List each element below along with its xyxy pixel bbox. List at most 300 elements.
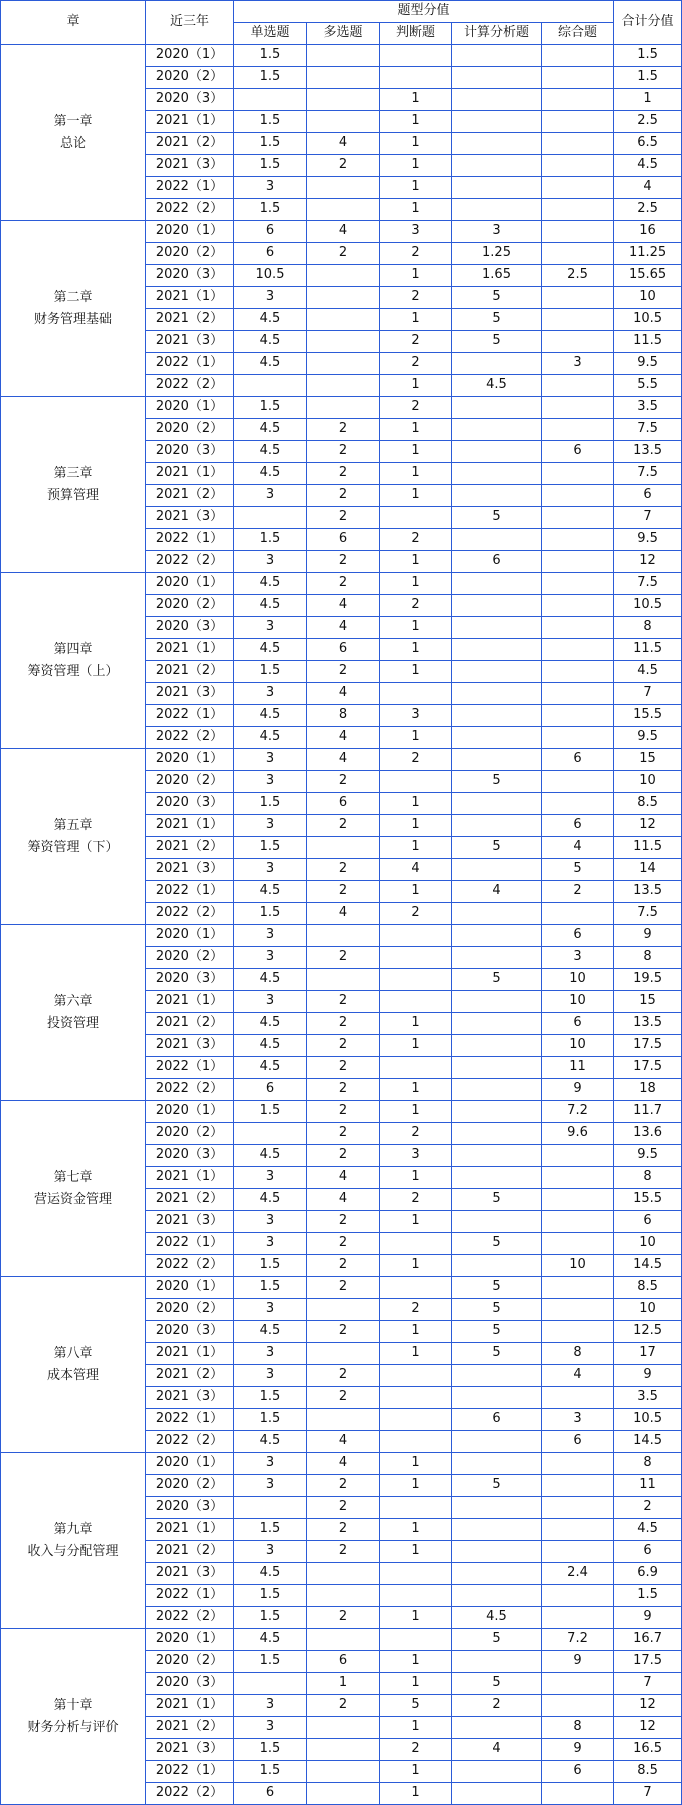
true-false-cell: 1: [380, 1673, 452, 1695]
year-cell: 2022（1）: [146, 1409, 234, 1431]
true-false-cell: 1: [380, 1101, 452, 1123]
calculation-cell: [452, 705, 542, 727]
true-false-cell: 2: [380, 353, 452, 375]
true-false-cell: 2: [380, 243, 452, 265]
total-cell: 6: [614, 1211, 682, 1233]
year-cell: 2021（3）: [146, 507, 234, 529]
multiple-choice-cell: 2: [307, 859, 380, 881]
year-cell: 2021（2）: [146, 1541, 234, 1563]
calculation-cell: [452, 441, 542, 463]
multiple-choice-cell: [307, 969, 380, 991]
calculation-cell: [452, 1453, 542, 1475]
chapter-title: 筹资管理（下）: [27, 839, 119, 855]
comprehensive-cell: [542, 617, 614, 639]
total-cell: 14.5: [614, 1431, 682, 1453]
true-false-cell: [380, 925, 452, 947]
comprehensive-cell: [542, 573, 614, 595]
multiple-choice-cell: 2: [307, 1233, 380, 1255]
multiple-choice-cell: [307, 45, 380, 67]
true-false-cell: 2: [380, 1123, 452, 1145]
true-false-cell: 1: [380, 1321, 452, 1343]
single-choice-cell: 3: [234, 287, 307, 309]
true-false-cell: 2: [380, 1189, 452, 1211]
total-cell: 7.5: [614, 419, 682, 441]
single-choice-cell: 4.5: [234, 1563, 307, 1585]
calculation-cell: [452, 1079, 542, 1101]
true-false-cell: 2: [380, 1739, 452, 1761]
year-cell: 2022（2）: [146, 1607, 234, 1629]
year-cell: 2020（1）: [146, 221, 234, 243]
table-header: [1, 1, 682, 45]
chapter-title: 成本管理: [46, 1367, 99, 1383]
year-cell: 2020（2）: [146, 947, 234, 969]
multiple-choice-cell: [307, 353, 380, 375]
year-cell: 2020（1）: [146, 1453, 234, 1475]
multiple-choice-cell: 2: [307, 507, 380, 529]
calculation-cell: [452, 1365, 542, 1387]
true-false-cell: 1: [380, 485, 452, 507]
comprehensive-cell: [542, 1387, 614, 1409]
table-row: [1, 397, 682, 419]
year-cell: 2021（2）: [146, 1365, 234, 1387]
calculation-cell: [452, 89, 542, 111]
calculation-cell: [452, 1255, 542, 1277]
multiple-choice-cell: 4: [307, 1453, 380, 1475]
true-false-cell: [380, 947, 452, 969]
total-cell: 10.5: [614, 309, 682, 331]
comprehensive-cell: [542, 133, 614, 155]
year-cell: 2022（2）: [146, 551, 234, 573]
year-cell: 2022（2）: [146, 375, 234, 397]
calculation-cell: [452, 353, 542, 375]
comprehensive-cell: [542, 595, 614, 617]
single-choice-cell: 3: [234, 1475, 307, 1497]
single-choice-cell: 1.5: [234, 1277, 307, 1299]
total-cell: 3.5: [614, 1387, 682, 1409]
year-cell: 2020（2）: [146, 771, 234, 793]
multiple-choice-cell: 2: [307, 419, 380, 441]
total-cell: 9: [614, 1607, 682, 1629]
total-cell: 13.5: [614, 1013, 682, 1035]
year-cell: 2020（3）: [146, 265, 234, 287]
single-choice-cell: 4.5: [234, 1035, 307, 1057]
chapter-cell: [1, 1101, 146, 1277]
table-row: [1, 1101, 682, 1123]
comprehensive-cell: 8: [542, 1717, 614, 1739]
calculation-cell: 5: [452, 507, 542, 529]
calculation-cell: [452, 749, 542, 771]
comprehensive-cell: 9: [542, 1651, 614, 1673]
total-cell: 10: [614, 771, 682, 793]
chapter-cell: [1, 749, 146, 925]
single-choice-cell: 1.5: [234, 1519, 307, 1541]
chapter-number: 第七章: [53, 1169, 93, 1185]
comprehensive-cell: 2: [542, 881, 614, 903]
comprehensive-cell: [542, 45, 614, 67]
true-false-cell: [380, 771, 452, 793]
multiple-choice-cell: 4: [307, 749, 380, 771]
year-cell: 2020（2）: [146, 1475, 234, 1497]
chapter-title: 财务管理基础: [33, 311, 112, 327]
comprehensive-cell: 7.2: [542, 1101, 614, 1123]
year-cell: 2021（3）: [146, 155, 234, 177]
true-false-cell: [380, 683, 452, 705]
calculation-cell: 5: [452, 1343, 542, 1365]
year-cell: 2022（2）: [146, 1079, 234, 1101]
comprehensive-cell: [542, 89, 614, 111]
chapter-cell: [1, 221, 146, 397]
single-choice-cell: 1.5: [234, 1651, 307, 1673]
comprehensive-cell: [542, 705, 614, 727]
comprehensive-cell: 11: [542, 1057, 614, 1079]
total-cell: 6: [614, 1541, 682, 1563]
multiple-choice-cell: 2: [307, 1101, 380, 1123]
calculation-cell: [452, 1563, 542, 1585]
year-cell: 2021（3）: [146, 1211, 234, 1233]
year-cell: 2020（3）: [146, 793, 234, 815]
comprehensive-cell: 4: [542, 837, 614, 859]
total-cell: 4.5: [614, 155, 682, 177]
header-multiple-choice: 多选题: [307, 23, 380, 45]
multiple-choice-cell: 4: [307, 617, 380, 639]
true-false-cell: 3: [380, 705, 452, 727]
true-false-cell: 1: [380, 1761, 452, 1783]
comprehensive-cell: [542, 67, 614, 89]
multiple-choice-cell: 2: [307, 573, 380, 595]
total-cell: 16.5: [614, 1739, 682, 1761]
calculation-cell: 5: [452, 1673, 542, 1695]
total-cell: 19.5: [614, 969, 682, 991]
multiple-choice-cell: 2: [307, 463, 380, 485]
single-choice-cell: 3: [234, 1695, 307, 1717]
chapter-number: 第一章: [53, 113, 93, 129]
comprehensive-cell: [542, 683, 614, 705]
comprehensive-cell: [542, 639, 614, 661]
comprehensive-cell: 6: [542, 441, 614, 463]
single-choice-cell: 3: [234, 1453, 307, 1475]
true-false-cell: [380, 1233, 452, 1255]
calculation-cell: 2: [452, 1695, 542, 1717]
single-choice-cell: [234, 507, 307, 529]
multiple-choice-cell: 4: [307, 1431, 380, 1453]
header-years: 近三年: [146, 1, 234, 45]
total-cell: 14.5: [614, 1255, 682, 1277]
total-cell: 8.5: [614, 793, 682, 815]
multiple-choice-cell: 4: [307, 133, 380, 155]
year-cell: 2022（2）: [146, 199, 234, 221]
calculation-cell: [452, 199, 542, 221]
true-false-cell: 3: [380, 1145, 452, 1167]
comprehensive-cell: [542, 243, 614, 265]
table-row: [1, 925, 682, 947]
comprehensive-cell: 10: [542, 1035, 614, 1057]
calculation-cell: [452, 815, 542, 837]
year-cell: 2020（2）: [146, 419, 234, 441]
chapter-number: 第二章: [53, 289, 93, 305]
single-choice-cell: 3: [234, 771, 307, 793]
year-cell: 2020（1）: [146, 397, 234, 419]
true-false-cell: 1: [380, 89, 452, 111]
year-cell: 2020（1）: [146, 1629, 234, 1651]
calculation-cell: [452, 1123, 542, 1145]
calculation-cell: 4: [452, 881, 542, 903]
comprehensive-cell: 2.4: [542, 1563, 614, 1585]
year-cell: 2020（3）: [146, 1321, 234, 1343]
comprehensive-cell: 5: [542, 859, 614, 881]
calculation-cell: 5: [452, 1233, 542, 1255]
single-choice-cell: 3: [234, 1365, 307, 1387]
comprehensive-cell: 6: [542, 925, 614, 947]
total-cell: 8.5: [614, 1761, 682, 1783]
true-false-cell: 1: [380, 1343, 452, 1365]
single-choice-cell: 3: [234, 683, 307, 705]
true-false-cell: 3: [380, 221, 452, 243]
total-cell: 14: [614, 859, 682, 881]
year-cell: 2020（2）: [146, 1299, 234, 1321]
comprehensive-cell: [542, 1299, 614, 1321]
calculation-cell: [452, 111, 542, 133]
year-cell: 2020（1）: [146, 925, 234, 947]
total-cell: 4: [614, 177, 682, 199]
multiple-choice-cell: 2: [307, 1607, 380, 1629]
calculation-cell: 5: [452, 1629, 542, 1651]
multiple-choice-cell: 2: [307, 155, 380, 177]
true-false-cell: [380, 45, 452, 67]
total-cell: 15: [614, 749, 682, 771]
true-false-cell: 1: [380, 1013, 452, 1035]
chapter-title: 营运资金管理: [33, 1191, 112, 1207]
true-false-cell: 1: [380, 881, 452, 903]
multiple-choice-cell: [307, 375, 380, 397]
multiple-choice-cell: [307, 1739, 380, 1761]
comprehensive-cell: [542, 1321, 614, 1343]
comprehensive-cell: [542, 727, 614, 749]
total-cell: 1.5: [614, 1585, 682, 1607]
true-false-cell: 1: [380, 551, 452, 573]
year-cell: 2021（1）: [146, 463, 234, 485]
calculation-cell: [452, 617, 542, 639]
calculation-cell: [452, 1145, 542, 1167]
table-body: [1, 45, 682, 1805]
year-cell: 2022（1）: [146, 1233, 234, 1255]
total-cell: 3.5: [614, 397, 682, 419]
year-cell: 2022（1）: [146, 529, 234, 551]
calculation-cell: 5: [452, 1189, 542, 1211]
multiple-choice-cell: 2: [307, 1695, 380, 1717]
comprehensive-cell: 6: [542, 1761, 614, 1783]
single-choice-cell: 6: [234, 1079, 307, 1101]
single-choice-cell: 1.5: [234, 837, 307, 859]
table-row: [1, 45, 682, 67]
multiple-choice-cell: 2: [307, 551, 380, 573]
single-choice-cell: 4.5: [234, 969, 307, 991]
true-false-cell: 1: [380, 793, 452, 815]
true-false-cell: 1: [380, 375, 452, 397]
multiple-choice-cell: 4: [307, 221, 380, 243]
calculation-cell: [452, 177, 542, 199]
true-false-cell: 1: [380, 111, 452, 133]
multiple-choice-cell: [307, 925, 380, 947]
calculation-cell: [452, 485, 542, 507]
header-total: 合计分值: [614, 1, 682, 45]
multiple-choice-cell: [307, 1717, 380, 1739]
true-false-cell: 1: [380, 837, 452, 859]
comprehensive-cell: 9: [542, 1079, 614, 1101]
calculation-cell: 3: [452, 221, 542, 243]
comprehensive-cell: 10: [542, 969, 614, 991]
multiple-choice-cell: 1: [307, 1673, 380, 1695]
year-cell: 2021（3）: [146, 683, 234, 705]
single-choice-cell: 4.5: [234, 639, 307, 661]
true-false-cell: 1: [380, 639, 452, 661]
multiple-choice-cell: [307, 287, 380, 309]
chapter-number: 第九章: [53, 1521, 93, 1537]
header-true-false: 判断题: [380, 23, 452, 45]
single-choice-cell: [234, 1673, 307, 1695]
total-cell: 6.9: [614, 1563, 682, 1585]
total-cell: 8: [614, 617, 682, 639]
true-false-cell: 1: [380, 617, 452, 639]
true-false-cell: 2: [380, 287, 452, 309]
year-cell: 2021（3）: [146, 1035, 234, 1057]
year-cell: 2020（1）: [146, 573, 234, 595]
true-false-cell: 1: [380, 419, 452, 441]
single-choice-cell: [234, 1123, 307, 1145]
comprehensive-cell: [542, 551, 614, 573]
single-choice-cell: 1.5: [234, 45, 307, 67]
chapter-number: 第四章: [53, 641, 93, 657]
table-row: [1, 573, 682, 595]
calculation-cell: [452, 133, 542, 155]
total-cell: 5.5: [614, 375, 682, 397]
comprehensive-cell: [542, 1167, 614, 1189]
comprehensive-cell: [542, 1541, 614, 1563]
total-cell: 7: [614, 507, 682, 529]
calculation-cell: [452, 529, 542, 551]
single-choice-cell: 4.5: [234, 573, 307, 595]
year-cell: 2021（3）: [146, 1563, 234, 1585]
total-cell: 1.5: [614, 45, 682, 67]
year-cell: 2020（2）: [146, 595, 234, 617]
true-false-cell: [380, 1585, 452, 1607]
single-choice-cell: 4.5: [234, 463, 307, 485]
year-cell: 2021（3）: [146, 1739, 234, 1761]
total-cell: 15.5: [614, 705, 682, 727]
multiple-choice-cell: 2: [307, 485, 380, 507]
multiple-choice-cell: [307, 177, 380, 199]
year-cell: 2021（3）: [146, 331, 234, 353]
year-cell: 2020（2）: [146, 1123, 234, 1145]
year-cell: 2020（3）: [146, 617, 234, 639]
single-choice-cell: 6: [234, 1783, 307, 1805]
calculation-cell: [452, 1761, 542, 1783]
year-cell: 2022（1）: [146, 1585, 234, 1607]
year-cell: 2020（1）: [146, 1277, 234, 1299]
year-cell: 2021（3）: [146, 859, 234, 881]
multiple-choice-cell: [307, 1409, 380, 1431]
multiple-choice-cell: 2: [307, 1475, 380, 1497]
true-false-cell: 1: [380, 1079, 452, 1101]
year-cell: 2020（1）: [146, 45, 234, 67]
year-cell: 2020（2）: [146, 243, 234, 265]
single-choice-cell: 4.5: [234, 353, 307, 375]
comprehensive-cell: 9: [542, 1739, 614, 1761]
true-false-cell: [380, 67, 452, 89]
true-false-cell: 1: [380, 177, 452, 199]
calculation-cell: [452, 1387, 542, 1409]
true-false-cell: 1: [380, 1607, 452, 1629]
total-cell: 11.5: [614, 331, 682, 353]
year-cell: 2021（2）: [146, 661, 234, 683]
chapter-title: 筹资管理（上）: [27, 663, 119, 679]
total-cell: 7.5: [614, 903, 682, 925]
true-false-cell: 1: [380, 1475, 452, 1497]
calculation-cell: 4.5: [452, 1607, 542, 1629]
multiple-choice-cell: 2: [307, 1497, 380, 1519]
single-choice-cell: 4.5: [234, 881, 307, 903]
single-choice-cell: 1.5: [234, 67, 307, 89]
true-false-cell: 1: [380, 441, 452, 463]
year-cell: 2021（1）: [146, 1167, 234, 1189]
calculation-cell: [452, 155, 542, 177]
year-cell: 2020（1）: [146, 1101, 234, 1123]
chapter-title: 总论: [59, 135, 86, 151]
year-cell: 2022（2）: [146, 1431, 234, 1453]
single-choice-cell: 3: [234, 815, 307, 837]
calculation-cell: 5: [452, 1277, 542, 1299]
single-choice-cell: 3: [234, 485, 307, 507]
calculation-cell: [452, 1519, 542, 1541]
multiple-choice-cell: 2: [307, 1519, 380, 1541]
true-false-cell: [380, 1409, 452, 1431]
year-cell: 2022（2）: [146, 1783, 234, 1805]
total-cell: 10.5: [614, 595, 682, 617]
comprehensive-cell: [542, 155, 614, 177]
total-cell: 12: [614, 1717, 682, 1739]
multiple-choice-cell: [307, 1343, 380, 1365]
total-cell: 15: [614, 991, 682, 1013]
total-cell: 10: [614, 287, 682, 309]
single-choice-cell: 3: [234, 1233, 307, 1255]
comprehensive-cell: 3: [542, 353, 614, 375]
single-choice-cell: 3: [234, 1299, 307, 1321]
single-choice-cell: 3: [234, 1717, 307, 1739]
calculation-cell: [452, 1497, 542, 1519]
single-choice-cell: 1.5: [234, 903, 307, 925]
header-comprehensive: 综合题: [542, 23, 614, 45]
single-choice-cell: 4.5: [234, 1013, 307, 1035]
calculation-cell: 4.5: [452, 375, 542, 397]
year-cell: 2020（3）: [146, 1145, 234, 1167]
multiple-choice-cell: 6: [307, 639, 380, 661]
true-false-cell: 1: [380, 727, 452, 749]
calculation-cell: 5: [452, 771, 542, 793]
year-cell: 2021（1）: [146, 991, 234, 1013]
true-false-cell: [380, 1563, 452, 1585]
total-cell: 18: [614, 1079, 682, 1101]
calculation-cell: [452, 1035, 542, 1057]
year-cell: 2021（2）: [146, 1013, 234, 1035]
calculation-cell: [452, 683, 542, 705]
calculation-cell: [452, 67, 542, 89]
multiple-choice-cell: [307, 111, 380, 133]
year-cell: 2022（1）: [146, 1761, 234, 1783]
multiple-choice-cell: 2: [307, 881, 380, 903]
multiple-choice-cell: 6: [307, 1651, 380, 1673]
single-choice-cell: 4.5: [234, 309, 307, 331]
single-choice-cell: [234, 375, 307, 397]
true-false-cell: 1: [380, 265, 452, 287]
